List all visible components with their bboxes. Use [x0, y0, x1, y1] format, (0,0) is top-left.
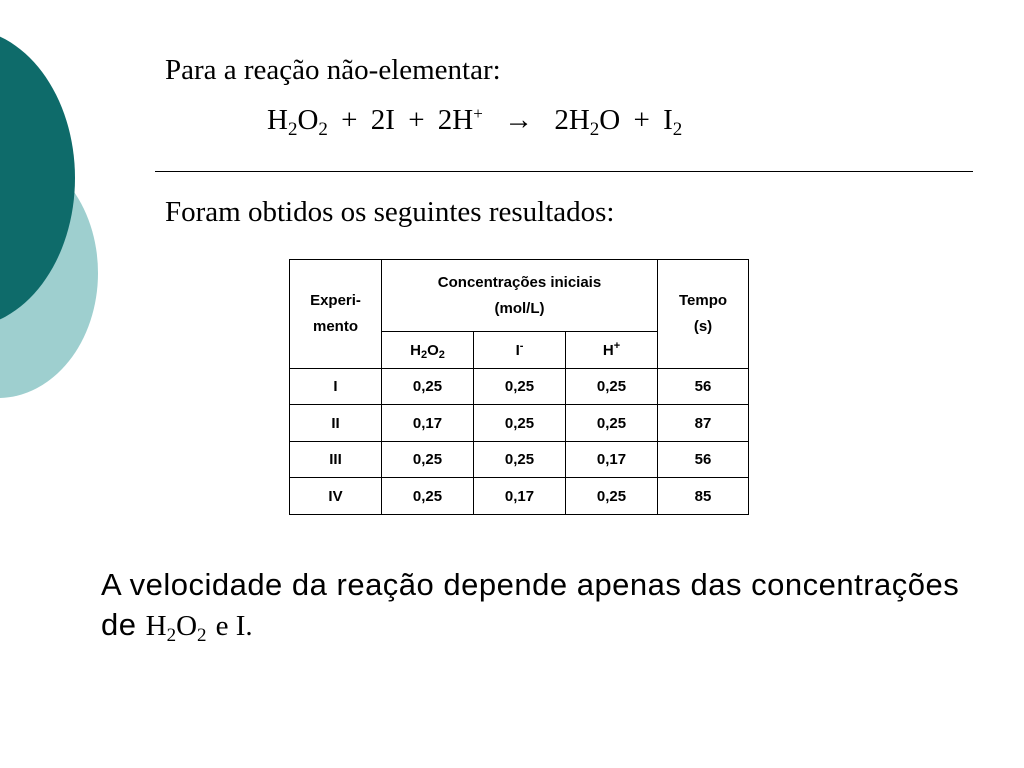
table-row	[290, 405, 749, 442]
conclusion-text: A velocidade da reação depende apenas das concentrações de $H_2O_2$ e I.	[101, 567, 960, 646]
plus-sign: +	[633, 104, 650, 136]
cell-time: 56	[658, 442, 749, 478]
header-time: Tempo (s)	[658, 260, 749, 369]
cell-hydrogen-ion: 0,25	[566, 369, 658, 405]
cell-h2o2: 0,25	[382, 442, 474, 478]
cell-iodide: 0,25	[474, 369, 566, 405]
results-label: Foram obtidos os seguintes resultados:	[165, 196, 615, 228]
product-iodine: $I_2$	[663, 104, 683, 140]
cell-iodide: 0,25	[474, 405, 566, 442]
cell-experiment: III	[290, 442, 382, 478]
cell-experiment: IV	[290, 478, 382, 515]
table-row	[290, 442, 749, 478]
header-h2o2: $H_2O_2$	[382, 332, 474, 369]
plus-sign: +	[341, 104, 358, 136]
reactant-h2o2: $H_2O_2$	[267, 104, 328, 140]
h2o2-formula: $H_2O_2$	[145, 610, 207, 646]
plus-sign: +	[408, 104, 425, 136]
cell-iodide: 0,17	[474, 478, 566, 515]
results-table	[289, 259, 749, 515]
reaction-arrow-icon: →	[504, 104, 534, 136]
table-row	[290, 369, 749, 405]
cell-h2o2: 0,25	[382, 369, 474, 405]
cell-time: 85	[658, 478, 749, 515]
reactant-hydrogen-ion: 2H+	[437, 104, 483, 136]
cell-h2o2: 0,17	[382, 405, 474, 442]
cell-hydrogen-ion: 0,25	[566, 405, 658, 442]
header-initial-concentrations: Concentrações iniciais (mol/L)	[382, 260, 658, 332]
cell-time: 87	[658, 405, 749, 442]
cell-hydrogen-ion: 0,25	[566, 478, 658, 515]
chemical-equation	[267, 100, 682, 140]
table-row	[290, 478, 749, 515]
header-iodide: I-	[474, 332, 566, 369]
cell-experiment: II	[290, 405, 382, 442]
slide-title: Para a reação não-elementar:	[165, 54, 501, 86]
cell-h2o2: 0,25	[382, 478, 474, 515]
cell-experiment: I	[290, 369, 382, 405]
cell-hydrogen-ion: 0,17	[566, 442, 658, 478]
cell-iodide: 0,25	[474, 442, 566, 478]
reactant-iodide: 2I	[370, 104, 395, 136]
cell-time: 56	[658, 369, 749, 405]
product-water: $2H_2O$	[554, 104, 621, 140]
header-hydrogen-ion: H+	[566, 332, 658, 369]
divider-line	[155, 171, 973, 172]
header-experiment: Experi- mento	[290, 260, 382, 369]
